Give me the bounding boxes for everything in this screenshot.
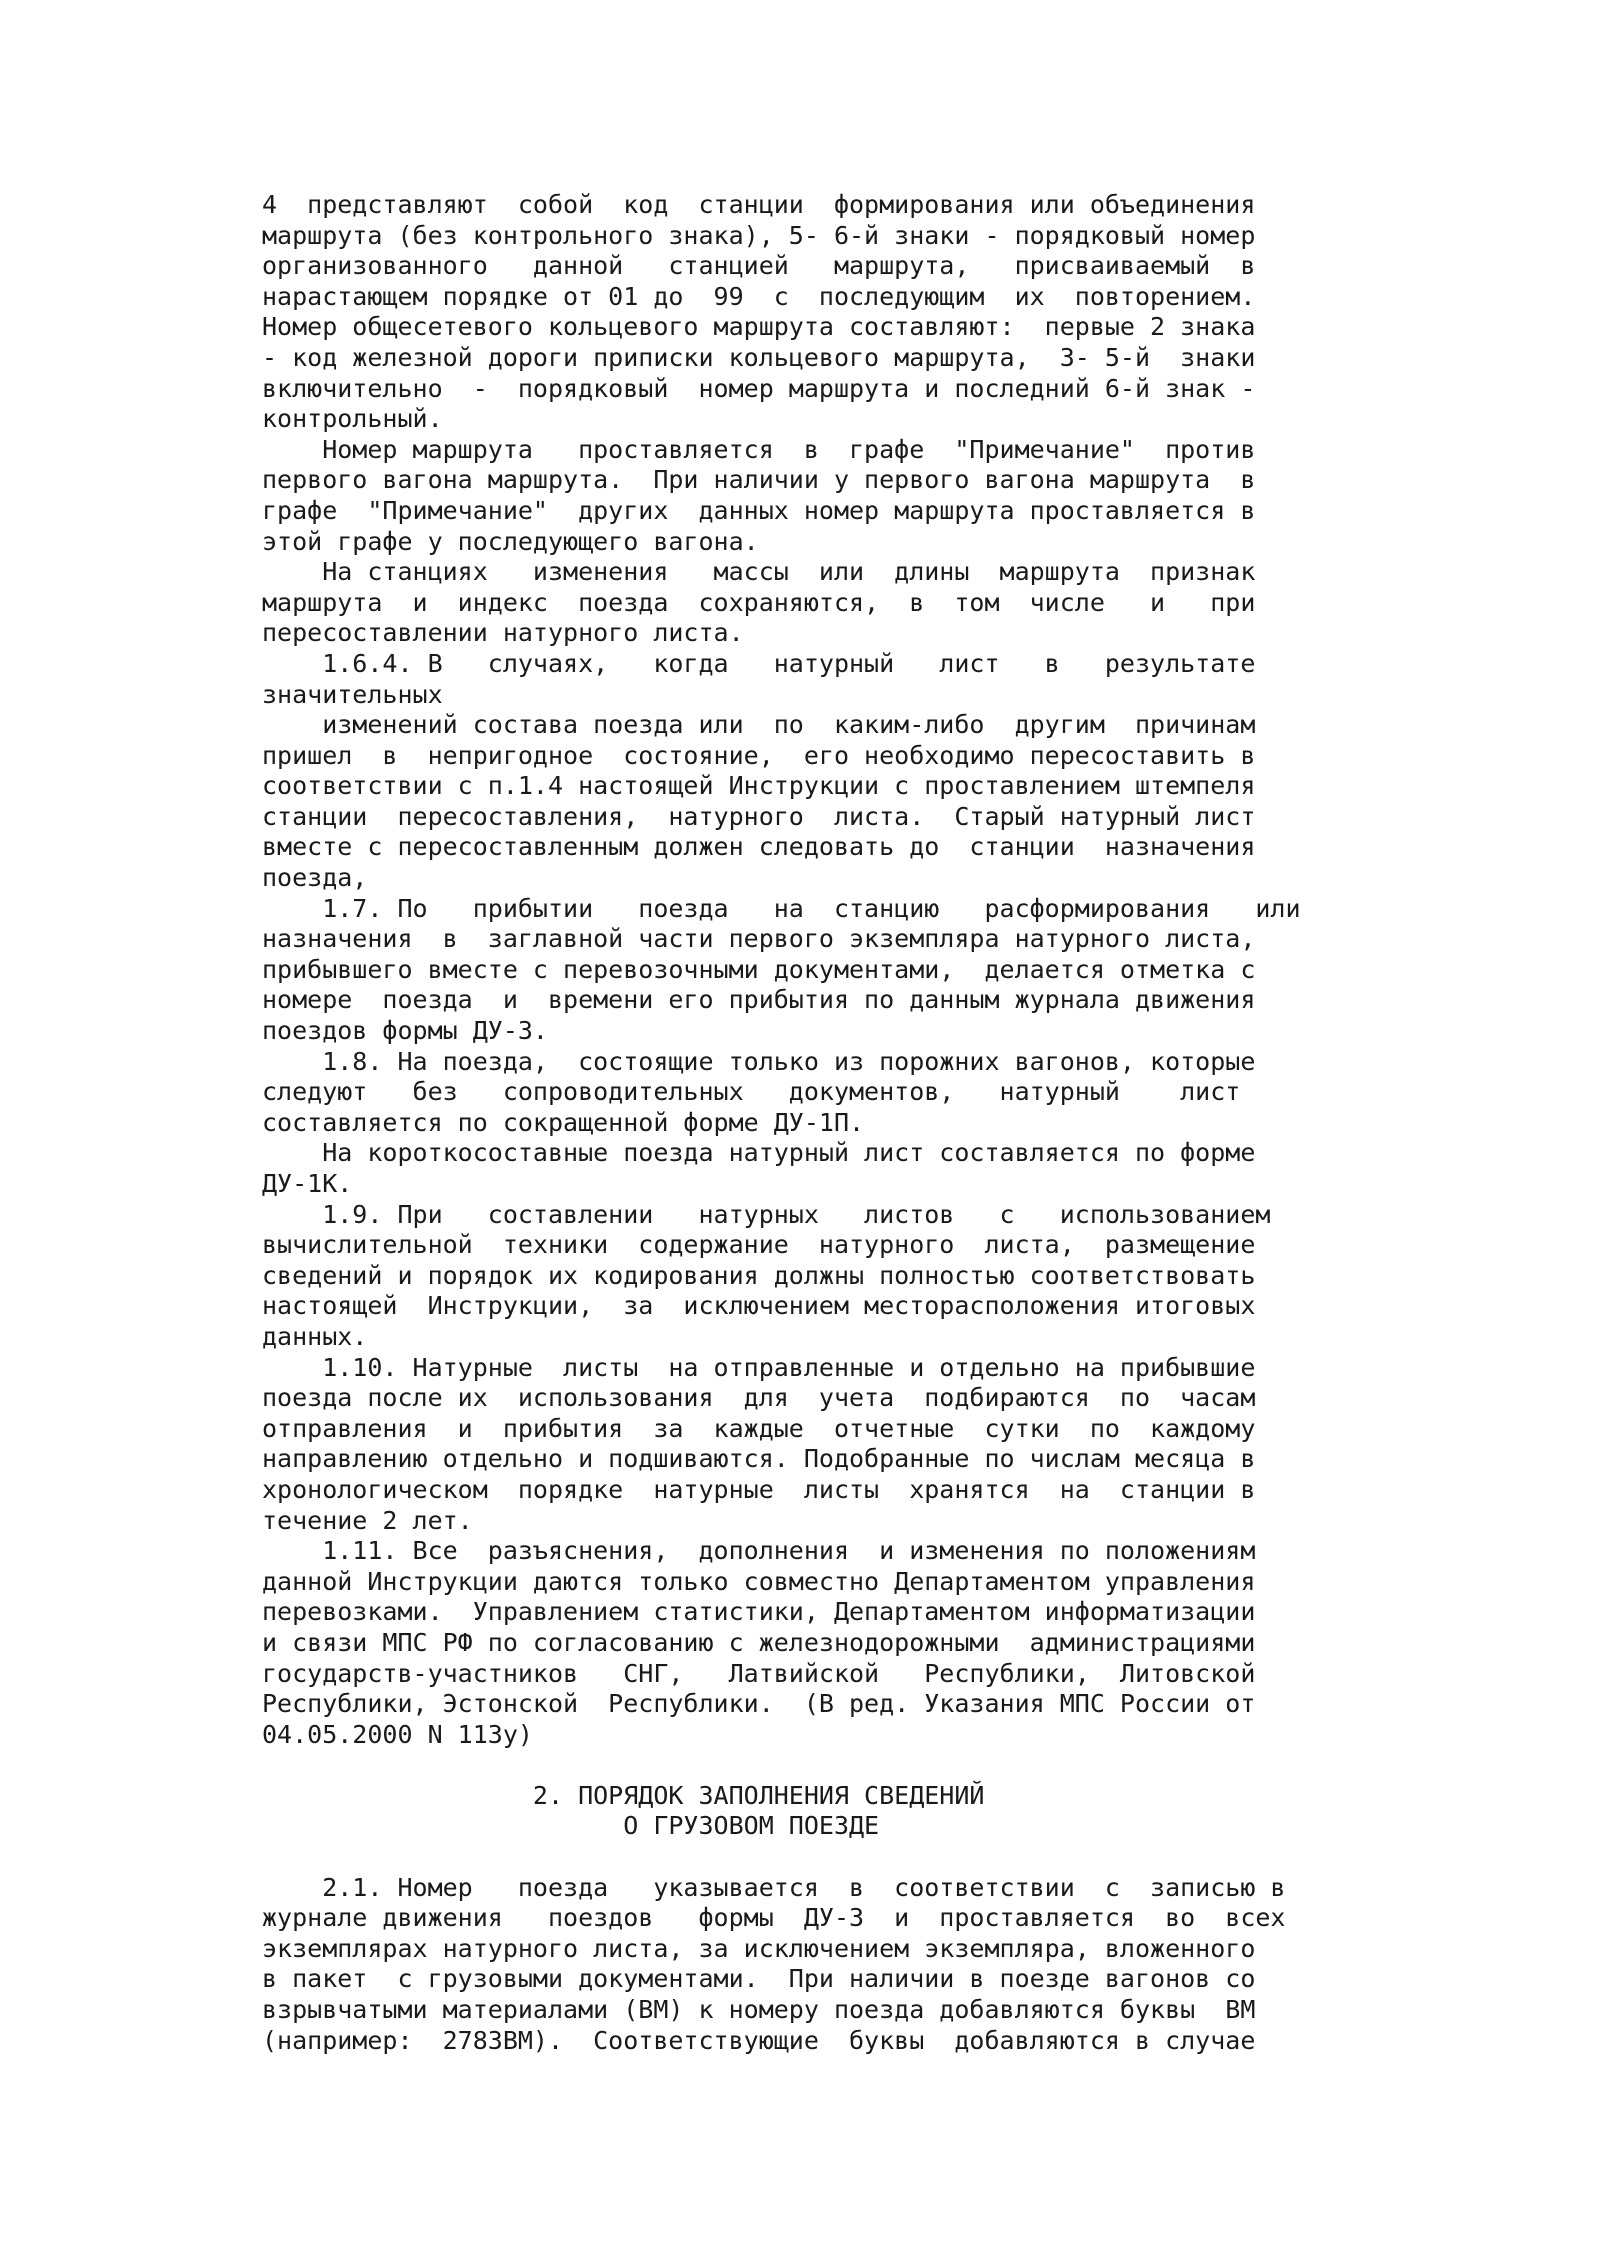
text-line: и связи МПС РФ по согласованию с железнодорожными администрациями bbox=[262, 1627, 1256, 1657]
text-line: поездов формы ДУ-3. bbox=[262, 1016, 548, 1046]
text-line: пересоставлении натурного листа. bbox=[262, 618, 744, 648]
text-line: О ГРУЗОВОМ ПОЕЗДЕ bbox=[262, 1811, 880, 1841]
text-line: отправления и прибытия за каждые отчетные сутки по каждому bbox=[262, 1413, 1256, 1443]
text-line: вместе с пересоставленным должен следовать до станции назначения bbox=[262, 832, 1256, 862]
text-line: 1.6.4. В случаях, когда натурный лист в результате bbox=[262, 648, 1256, 678]
text-line: нарастающем порядке от 01 до 99 с последующим их повторением. bbox=[262, 281, 1256, 311]
text-line: организованного данной станцией маршрута, присваиваемый в bbox=[262, 251, 1256, 281]
text-line: данной Инструкции даются только совместно Департаментом управления bbox=[262, 1566, 1256, 1596]
text-line: составляется по сокращенной форме ДУ-1П. bbox=[262, 1107, 865, 1137]
text-line: 04.05.2000 N 113у) bbox=[262, 1719, 533, 1749]
text-line: направлению отдельно и подшиваются. Подобранные по числам месяца в bbox=[262, 1444, 1256, 1474]
text-line: станции пересоставления, натурного листа. Старый натурный лист bbox=[262, 801, 1256, 831]
text-line: 1.11. Все разъяснения, дополнения и изменения по положениям bbox=[262, 1536, 1256, 1566]
text-line: 4 представляют собой код станции формирования или объединения bbox=[262, 190, 1256, 219]
text-line: экземплярах натурного листа, за исключением экземпляра, вложенного bbox=[262, 1933, 1256, 1963]
text-line: Номер общесетевого кольцевого маршрута составляют: первые 2 знака bbox=[262, 312, 1256, 342]
text-line: течение 2 лет. bbox=[262, 1505, 473, 1535]
text-line: 1.10. Натурные листы на отправленные и отдельно на прибывшие bbox=[262, 1352, 1256, 1382]
text-line: Республики, Эстонской Республики. (В ред. Указания МПС России от bbox=[262, 1689, 1256, 1719]
text-line: изменений состава поезда или по каким-либо другим причинам bbox=[262, 710, 1256, 740]
text-line bbox=[262, 1750, 1342, 1781]
text-line: пришел в непригодное состояние, его необходимо пересоставить в bbox=[262, 740, 1256, 770]
text-line: 2.1. Номер поезда указывается в соответствии с записью в bbox=[262, 1872, 1286, 1902]
text-line: журнале движения поездов формы ДУ-3 и проставляется во всех bbox=[262, 1903, 1286, 1933]
text-line: контрольный. bbox=[262, 404, 443, 434]
text-line: вычислительной техники содержание натурного листа, размещение bbox=[262, 1230, 1256, 1260]
text-line: хронологическом порядке натурные листы хранятся на станции в bbox=[262, 1474, 1256, 1504]
text-line: этой графе у последующего вагона. bbox=[262, 526, 759, 556]
text-line: номере поезда и времени его прибытия по данным журнала движения bbox=[262, 985, 1256, 1015]
text-line: первого вагона маршрута. При наличии у первого вагона маршрута в bbox=[262, 465, 1256, 495]
text-line: - код железной дороги приписки кольцевого маршрута, 3- 5-й знаки bbox=[262, 342, 1256, 372]
text-line: маршрута и индекс поезда сохраняются, в том числе и при bbox=[262, 587, 1256, 617]
text-line: На станциях изменения массы или длины маршрута признак bbox=[262, 557, 1256, 587]
text-line bbox=[262, 1842, 1342, 1873]
text-line: На короткосоставные поезда натурный лист составляется по форме bbox=[262, 1138, 1256, 1168]
text-line: поезда, bbox=[262, 863, 368, 893]
text-line: соответствии с п.1.4 настоящей Инструкции с проставлением штемпеля bbox=[262, 771, 1256, 801]
text-line: Номер маршрута проставляется в графе "Примечание" против bbox=[262, 434, 1256, 464]
text-line: поезда после их использования для учета подбираются по часам bbox=[262, 1383, 1256, 1413]
text-line: данных. bbox=[262, 1321, 368, 1351]
text-line: 1.7. По прибытии поезда на станцию расформирования или bbox=[262, 893, 1301, 923]
text-line: 1.8. На поезда, состоящие только из порожних вагонов, которые bbox=[262, 1046, 1256, 1076]
text-line: (например: 2783ВМ). Соответствующие буквы добавляются в случае bbox=[262, 2025, 1256, 2055]
text-line: ДУ-1К. bbox=[262, 1169, 353, 1198]
text-line: маршрута (без контрольного знака), 5- 6-й знаки - порядковый номер bbox=[262, 220, 1256, 250]
text-line: сведений и порядок их кодирования должны полностью соответствовать bbox=[262, 1260, 1256, 1290]
text-line: прибывшего вместе с перевозочными документами, делается отметка с bbox=[262, 954, 1256, 984]
text-line: настоящей Инструкции, за исключением месторасположения итоговых bbox=[262, 1291, 1256, 1321]
text-line: 2. ПОРЯДОК ЗАПОЛНЕНИЯ СВЕДЕНИЙ bbox=[262, 1780, 985, 1810]
text-line: государств-участников СНГ, Латвийской Республики, Литовской bbox=[262, 1658, 1256, 1688]
document-text bbox=[262, 190, 1342, 2056]
text-line: в пакет с грузовыми документами. При наличии в поезде вагонов со bbox=[262, 1964, 1256, 1994]
text-line: следуют без сопроводительных документов, натурный лист bbox=[262, 1077, 1241, 1107]
text-line: взрывчатыми материалами (ВМ) к номеру поезда добавляются буквы ВМ bbox=[262, 1995, 1256, 2025]
text-line: 1.9. При составлении натурных листов с использованием bbox=[262, 1199, 1271, 1229]
text-line: графе "Примечание" других данных номер маршрута проставляется в bbox=[262, 495, 1256, 525]
text-line: значительных bbox=[262, 679, 443, 709]
text-line: включительно - порядковый номер маршрута и последний 6-й знак - bbox=[262, 373, 1256, 403]
text-line: назначения в заглавной части первого экземпляра натурного листа, bbox=[262, 924, 1256, 954]
text-line: перевозками. Управлением статистики, Департаментом информатизации bbox=[262, 1597, 1256, 1627]
